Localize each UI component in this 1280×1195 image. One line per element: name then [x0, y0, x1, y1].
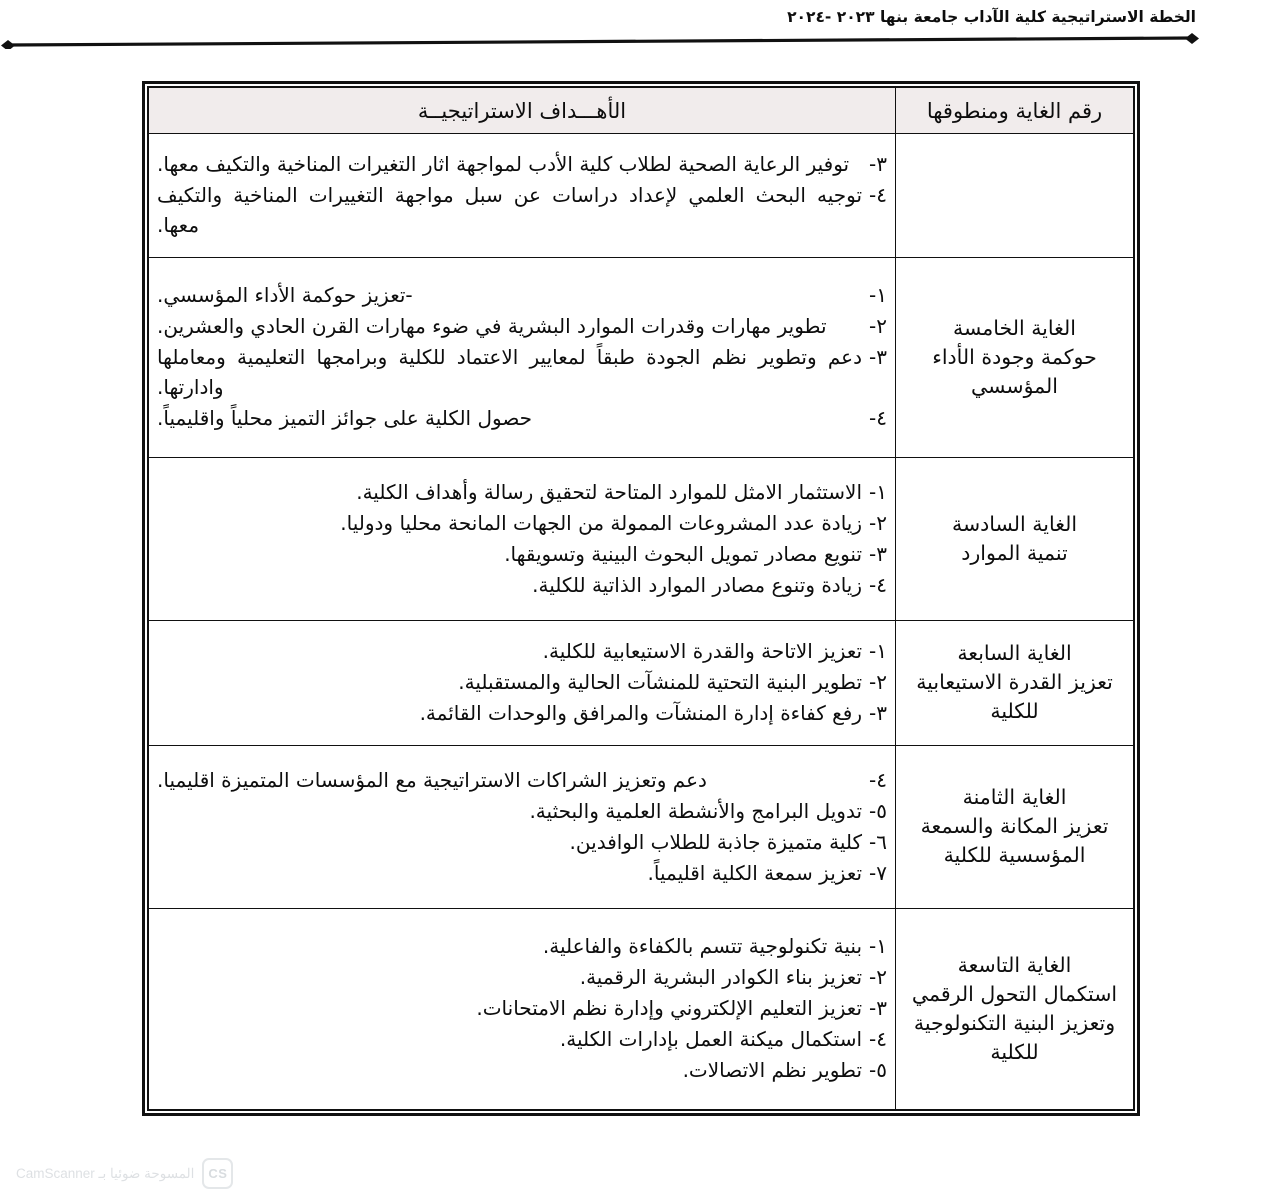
list-item [157, 827, 887, 857]
objectives-cell [149, 134, 896, 258]
objective-number: ٣- [869, 345, 887, 370]
objective-text: توفير الرعاية الصحية لطلاب كلية الأدب لمواجهة اثار التغيرات المناخية والتكيف معها. [157, 152, 850, 177]
list-item [157, 342, 887, 402]
objective-text: تطوير مهارات وقدرات الموارد البشرية في ضوء مهارات القرن الحادي والعشرين. [157, 314, 827, 339]
objective-text: تعزيز سمعة الكلية اقليمياً. [647, 860, 863, 885]
objective-number: ٤- [869, 406, 887, 431]
objective-number: ٧- [869, 860, 887, 885]
camscanner-logo-icon: CS [202, 1158, 233, 1189]
objective-text: حصول الكلية على جوائز التميز محلياً واقليمياً. [157, 406, 533, 431]
objective-number: ٢- [869, 510, 887, 535]
table-row [149, 745, 1134, 908]
objective-number: ٤- [869, 767, 887, 792]
goal-cell [896, 457, 1134, 620]
objective-text: تطوير نظم الاتصالات. [682, 1058, 863, 1083]
list-item [157, 539, 887, 569]
objective-text: الاستثمار الامثل للموارد المتاحة لتحقيق رسالة وأهداف الكلية. [356, 479, 863, 504]
list-item [157, 508, 887, 538]
objective-text: توجيه البحث العلمي لإعداد دراسات عن سبل مواجهة التغييرات المناخية والتكيف معها. [157, 183, 863, 238]
objective-text: تعزيز بناء الكوادر البشرية الرقمية. [579, 965, 863, 990]
objectives-list [157, 280, 887, 433]
objective-text: تعزيز التعليم الإلكتروني وإدارة نظم الامتحانات. [476, 996, 863, 1021]
objective-text: بنية تكنولوجية تتسم بالكفاءة والفاعلية. [542, 934, 863, 959]
goal-cell [896, 908, 1134, 1109]
objective-number: ٢- [869, 965, 887, 990]
goal-statement: حوكمة وجودة الأداء المؤسسي [932, 344, 1097, 398]
list-item [157, 765, 887, 795]
table-header-row [149, 88, 1134, 134]
table-row [149, 457, 1134, 620]
objective-number: ١- [869, 479, 887, 504]
list-item [157, 1024, 887, 1054]
camscanner-watermark-text: المسوحة ضوئيا بـ CamScanner [16, 1165, 195, 1181]
objective-text: تنويع مصادر تمويل البحوث البينية وتسويقها. [504, 541, 863, 566]
objective-number: ٣- [869, 701, 887, 726]
objectives-cell [149, 457, 896, 620]
objective-number: ٥- [869, 1058, 887, 1083]
list-item [157, 1055, 887, 1085]
list-item [157, 280, 887, 310]
objectives-cell [149, 257, 896, 457]
list-item [157, 180, 887, 240]
objectives-list [157, 931, 887, 1085]
goal-title: الغاية السابعة [957, 641, 1072, 666]
list-item [157, 570, 887, 600]
objective-number: ٤- [869, 183, 887, 208]
strategic-plan-table-frame [142, 81, 1140, 1116]
objective-text: كلية متميزة جاذبة للطلاب الوافدين. [569, 829, 863, 854]
table-row [149, 257, 1134, 457]
objective-number: ٢- [869, 314, 887, 339]
goal-title: الغاية التاسعة [957, 952, 1072, 977]
goal-statement: تعزيز القدرة الاستيعابية للكلية [916, 670, 1113, 724]
objective-text: دعم وتطوير نظم الجودة طبقاً لمعايير الاعتماد للكلية وبرامجها التعليمية ومعاملها وادارتها. [157, 345, 863, 400]
list-item [157, 149, 887, 179]
table-row [149, 134, 1134, 258]
decorative-rule [0, 33, 1202, 49]
objective-number: ١- [869, 283, 887, 308]
objective-number: ٤- [869, 572, 887, 597]
list-item [157, 698, 887, 728]
list-item [157, 858, 887, 888]
objective-number: ١- [869, 934, 887, 959]
list-item [157, 796, 887, 826]
page-header-title: الخطة الاستراتيجية كلية الآداب جامعة بنها ٢٠٢٣ -٢٠٢٤ [787, 8, 1196, 26]
objectives-cell [149, 745, 896, 908]
list-item [157, 667, 887, 697]
objective-text: تعزيز الاتاحة والقدرة الاستيعابية للكلية. [542, 639, 863, 664]
objective-number: ٢- [869, 670, 887, 695]
objectives-cell [149, 620, 896, 745]
objective-number: ٦- [869, 829, 887, 854]
objectives-list [157, 477, 887, 600]
goal-title: الغاية الخامسة [953, 315, 1076, 340]
list-item [157, 636, 887, 666]
objective-text: تطوير البنية التحتية للمنشآت الحالية والمستقبلية. [458, 670, 863, 695]
goal-cell [896, 745, 1134, 908]
objective-text: دعم وتعزيز الشراكات الاستراتيجية مع المؤسسات المتميزة اقليميا. [157, 767, 707, 792]
goal-statement: استكمال التحول الرقمي وتعزيز البنية التكنولوجية للكلية [911, 981, 1118, 1065]
objective-text: زيادة وتنوع مصادر الموارد الذاتية للكلية. [532, 572, 863, 597]
goal-cell [896, 620, 1134, 745]
camscanner-watermark [16, 1158, 233, 1189]
goal-cell [896, 134, 1134, 258]
objective-text: -تعزيز حوكمة الأداء المؤسسي. [157, 283, 413, 308]
column-header-objectives: الأهـــداف الاستراتيجيــة [149, 88, 896, 134]
goal-cell [896, 257, 1134, 457]
objective-text: رفع كفاءة إدارة المنشآت والمرافق والوحدات القائمة. [419, 701, 863, 726]
objectives-list [157, 149, 887, 240]
objective-text: استكمال ميكنة العمل بإدارات الكلية. [559, 1027, 863, 1052]
list-item [157, 311, 887, 341]
objective-number: ٥- [869, 798, 887, 823]
objective-number: ١- [869, 639, 887, 664]
objective-text: تدويل البرامج والأنشطة العلمية والبحثية. [529, 798, 863, 823]
strategic-plan-table [148, 87, 1134, 1110]
objectives-cell [149, 908, 896, 1109]
table-row [149, 908, 1134, 1109]
list-item [157, 931, 887, 961]
objective-number: ٣- [869, 541, 887, 566]
goal-statement: تنمية الموارد [961, 540, 1068, 565]
objective-number: ٤- [869, 1027, 887, 1052]
goal-statement: تعزيز المكانة والسمعة المؤسسية للكلية [920, 814, 1109, 868]
column-header-goal: رقم الغاية ومنطوقها [896, 88, 1134, 134]
goal-title: الغاية الثامنة [962, 785, 1067, 810]
list-item [157, 403, 887, 433]
table-row [149, 620, 1134, 745]
objectives-list [157, 636, 887, 728]
list-item [157, 993, 887, 1023]
objective-text: زيادة عدد المشروعات الممولة من الجهات المانحة محليا ودوليا. [340, 510, 863, 535]
list-item [157, 477, 887, 507]
list-item [157, 962, 887, 992]
objective-number: ٣- [869, 152, 887, 177]
goal-title: الغاية السادسة [951, 511, 1078, 536]
objectives-list [157, 765, 887, 888]
objective-number: ٣- [869, 996, 887, 1021]
